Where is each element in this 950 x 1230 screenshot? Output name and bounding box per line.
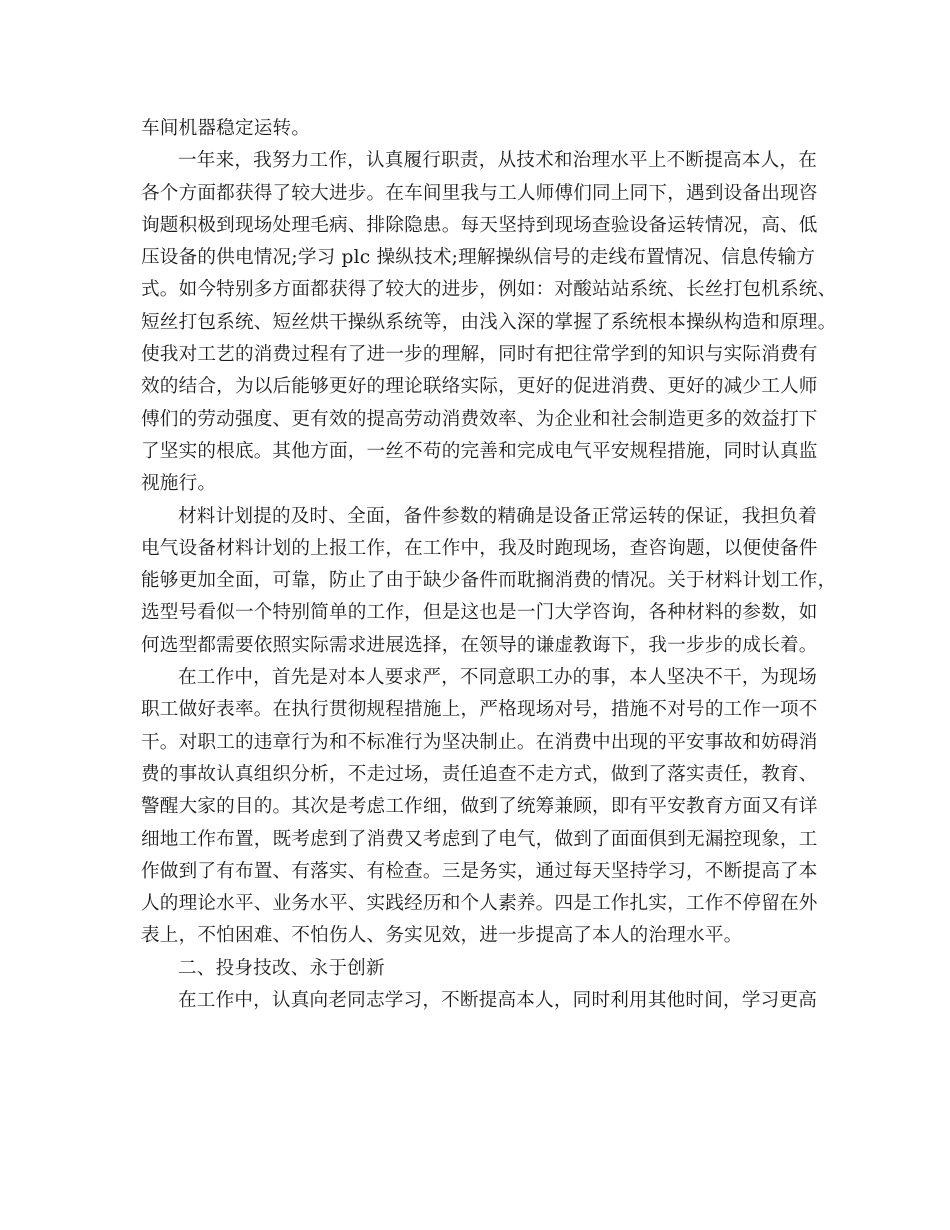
text-line: 电气设备材料计划的上报工作，在工作中，我及时跑现场，查咨询题，以便使备件 — [141, 537, 818, 559]
text-line: 压设备的供电情况;学习 plc 操纵技术;理解操纵信号的走线布置情况、信息传输方 — [141, 247, 816, 269]
text-line: 傅们的劳动强度、更有效的提高劳动消费效率、为企业和社会制造更多的效益打下 — [141, 408, 818, 430]
text-line: 干。对职工的违章行为和不标准行为坚决制止。在消费中出现的平安事故和妨碍消 — [141, 731, 818, 753]
text-line: 效的结合，为以后能够更好的理论联络实际，更好的促进消费、更好的减少工人师 — [141, 376, 818, 398]
text-line: 短丝打包系统、短丝烘干操纵系统等，由浅入深的掌握了系统根本操纵构造和原理。 — [141, 311, 837, 333]
text-line: 能够更加全面，可靠，防止了由于缺少备件而耽搁消费的情况。关于材料计划工作， — [141, 570, 837, 592]
document-body — [141, 113, 837, 1017]
text-line: 询题积极到现场处理毛病、排除隐患。每天坚持到现场查验设备运转情况，高、低 — [141, 214, 818, 236]
text-line: 职工做好表率。在执行贯彻规程措施上，严格现场对号，措施不对号的工作一项不 — [141, 699, 818, 721]
text-line: 警醒大家的目的。其次是考虑工作细，做到了统筹兼顾，即有平安教育方面又有详 — [141, 796, 818, 818]
text-line: 表上，不怕困难、不怕伤人、务实见效，进一步提高了本人的治理水平。 — [141, 925, 743, 947]
text-line: 使我对工艺的消费过程有了进一步的理解，同时有把往常学到的知识与实际消费有 — [141, 344, 818, 366]
text-line: 车间机器稳定运转。 — [141, 118, 311, 139]
text-line: 人的理论水平、业务水平、实践经历和个人素养。四是工作扎实，工作不停留在外 — [141, 893, 818, 915]
text-line: 费的事故认真组织分析，不走过场，责任追查不走方式，做到了落实责任，教育、 — [141, 763, 818, 785]
text-line: 材料计划提的及时、全面，备件参数的精确是设备正常运转的保证，我担负着 — [178, 505, 817, 527]
text-line: 了坚实的根底。其他方面，一丝不苟的完善和完成电气平安规程措施，同时认真监 — [141, 440, 818, 462]
text-line: 细地工作布置，既考虑到了消费又考虑到了电气，做到了面面俱到无漏控现象，工 — [141, 828, 818, 850]
text-line: 在工作中，认真向老同志学习，不断提高本人，同时利用其他时间，学习更高 — [178, 990, 817, 1012]
section-heading: 二、投身技改、永于创新 — [178, 957, 385, 979]
text-line: 选型号看似一个特别简单的工作，但是这也是一门大学咨询，各种材料的参数，如 — [141, 602, 818, 624]
text-line: 作做到了有布置、有落实、有检查。三是务实，通过每天坚持学习，不断提高了本 — [141, 860, 818, 882]
text-line: 各个方面都获得了较大进步。在车间里我与工人师傅们同上同下，遇到设备出现咨 — [141, 182, 818, 204]
text-line: 式。如今特别多方面都获得了较大的进步，例如：对酸站站系统、长丝打包机系统、 — [141, 279, 837, 301]
text-line: 在工作中，首先是对本人要求严，不同意职工办的事，本人坚决不干，为现场 — [178, 667, 817, 689]
text-line: 何选型都需要依照实际需求进展选择，在领导的谦虚教诲下，我一步步的成长着。 — [141, 634, 818, 656]
text-line: 一年来，我努力工作，认真履行职责，从技术和治理水平上不断提高本人，在 — [178, 150, 817, 172]
text-line: 视施行。 — [141, 473, 217, 495]
